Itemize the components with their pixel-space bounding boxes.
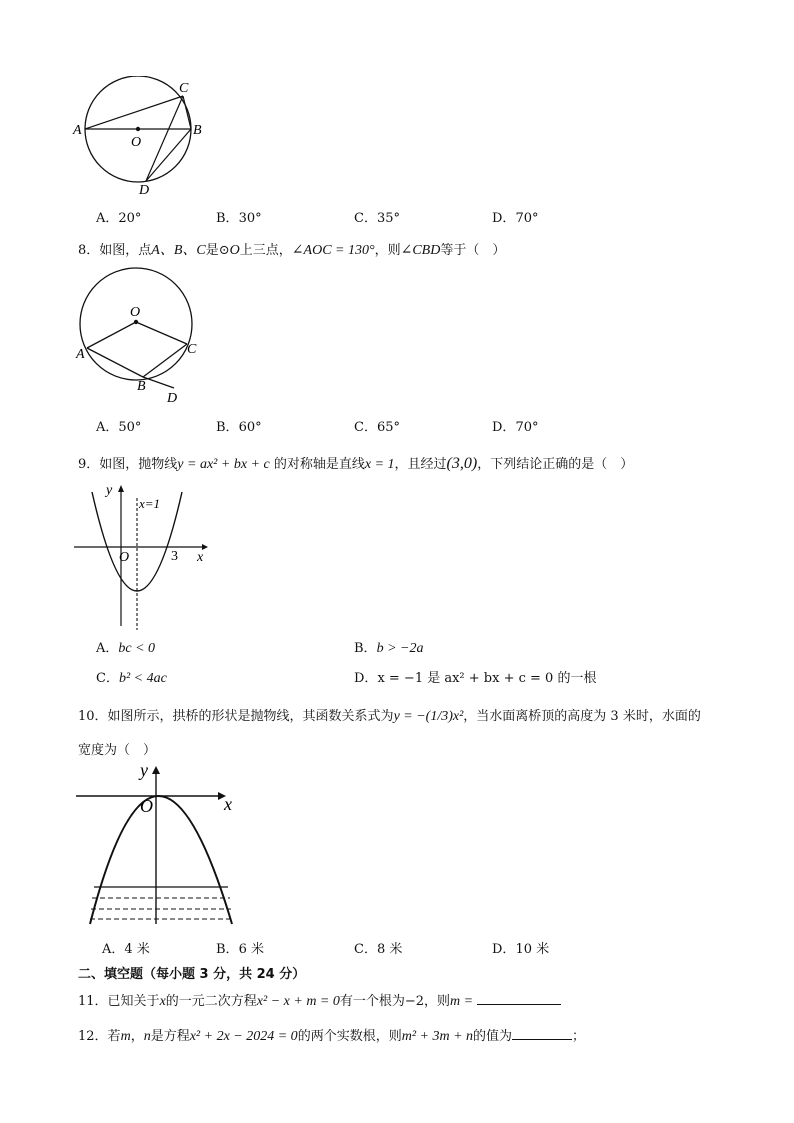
q7-option-b[interactable]: [216, 207, 262, 226]
q8-label-b: B: [137, 379, 146, 394]
q7-segment-cd: [146, 96, 183, 181]
q9-y-axis-arrow: [118, 485, 124, 492]
q8-option-d[interactable]: [492, 416, 538, 435]
q9-parabola-curve: [92, 492, 182, 591]
q8-label-a: A: [76, 347, 85, 362]
q9-option-c[interactable]: [96, 667, 167, 687]
q10-option-d-letter: D．: [492, 942, 516, 957]
q9-option-b-letter: B．: [354, 641, 377, 656]
q9-option-b-text: b > −2a: [376, 641, 424, 656]
q10-y-axis-arrow: [152, 766, 160, 774]
q10-option-a[interactable]: [102, 938, 150, 957]
q8-option-c-text: 65°: [376, 420, 400, 435]
q8-segment-oa: [87, 322, 136, 348]
q7-label-d: D: [139, 183, 150, 198]
q10-arch-curve: [90, 796, 232, 924]
q8-option-a-letter: A．: [96, 420, 119, 435]
q10-stem-line2: 宽度为（ ）: [78, 743, 157, 758]
q8-option-c-letter: C．: [354, 420, 377, 435]
q7-option-c-letter: C．: [354, 211, 377, 226]
q9-option-b[interactable]: [354, 637, 423, 657]
q10-label-x: x: [224, 794, 232, 814]
q10-option-d[interactable]: [492, 938, 549, 957]
q7-option-a-text: 20°: [118, 211, 142, 226]
q7-option-d[interactable]: [492, 207, 538, 226]
q8-circle-figure: [70, 264, 210, 408]
q7-option-b-letter: B．: [216, 211, 239, 226]
q9-option-c-letter: C．: [96, 671, 119, 686]
q12-stem: 12．若m，n是方程x² + 2x − 2024 = 0的两个实数根，则m² + 3m + n的值为 ；: [78, 1029, 586, 1044]
q8-label-d: D: [167, 391, 178, 406]
q8-center-dot: [134, 320, 138, 324]
q8-label-c: C: [187, 342, 197, 357]
q10-option-c[interactable]: [354, 938, 402, 957]
q10-bridge-figure: [74, 758, 250, 928]
q7-circle-figure: [70, 76, 220, 201]
q9-stem: 9．如图，抛物线y = ax² + bx + c 的对称轴是直线x = 1，且经过(3,0)，下列结论正确的是（ ）: [78, 455, 634, 472]
q8-option-c[interactable]: [354, 416, 400, 435]
q10-option-c-text: 8 米: [376, 942, 403, 957]
q11-answer-blank[interactable]: [477, 992, 561, 1005]
q7-option-d-text: 70°: [515, 211, 539, 226]
q11-stem: 11．已知关于x的一元二次方程x² − x + m = 0有一个根为−2，则m =: [78, 990, 561, 1010]
q9-label-y: y: [106, 483, 113, 498]
q7-segment-cb: [183, 96, 191, 129]
q8-option-b[interactable]: [216, 416, 262, 435]
q9-label-three: 3: [171, 549, 178, 564]
q8-option-a-text: 50°: [118, 420, 142, 435]
q9-option-c-text: b² < 4ac: [118, 671, 167, 686]
q8-segment-bd: [143, 377, 174, 388]
q9-label-origin: O: [119, 550, 130, 565]
q10-label-y: y: [140, 760, 148, 780]
q9-label-x: x: [197, 550, 204, 565]
q9-option-d-letter: D．: [354, 671, 378, 686]
q9-option-a[interactable]: [96, 637, 155, 657]
section-title-fill-in: 二、填空题（每小题 3 分，共 24 分）: [78, 967, 306, 982]
q8-stem: 8．如图，点A、B、C是⊙O上三点，∠AOC = 130°，则∠CBD等于（ ）: [78, 243, 506, 258]
q10-option-b-letter: B．: [216, 942, 239, 957]
q8-option-d-letter: D．: [492, 420, 516, 435]
q10-option-b-text: 6 米: [238, 942, 264, 957]
q8-option-b-letter: B．: [216, 420, 239, 435]
q9-option-a-text: bc < 0: [118, 641, 156, 656]
q10-label-origin: O: [140, 796, 153, 816]
q10-option-a-letter: A．: [102, 942, 125, 957]
q10-option-a-text: 4 米: [124, 942, 150, 957]
q8-label-o: O: [130, 305, 141, 320]
q9-parabola-figure: [72, 480, 212, 630]
q12-answer-blank[interactable]: [512, 1027, 572, 1040]
q7-option-b-text: 30°: [238, 211, 262, 226]
q7-option-a-letter: A．: [96, 211, 119, 226]
q9-option-a-letter: A．: [96, 641, 119, 656]
q10-option-b[interactable]: [216, 938, 264, 957]
q7-option-a[interactable]: [96, 207, 141, 226]
q7-center-dot: [136, 127, 140, 131]
q7-label-o: O: [131, 135, 142, 150]
q7-option-c-text: 35°: [376, 211, 400, 226]
q7-label-b: B: [193, 123, 202, 138]
q8-option-d-text: 70°: [515, 420, 539, 435]
q8-option-b-text: 60°: [238, 420, 262, 435]
q9-option-d[interactable]: [354, 667, 596, 686]
q8-segment-oc: [136, 322, 187, 344]
q7-segment-ac: [85, 96, 183, 129]
q7-label-c: C: [179, 81, 189, 96]
q7-option-c[interactable]: [354, 207, 400, 226]
q10-option-d-text: 10 米: [515, 942, 550, 957]
q9-option-d-text: x = −1 是 ax² + bx + c = 0 的一根: [377, 671, 597, 686]
q7-label-a: A: [73, 123, 82, 138]
q10-stem: 10．如图所示，拱桥的形状是抛物线，其函数关系式为y = −(1/3)x²，当水面离桥顶的高度为 3 米时，水面的: [78, 709, 701, 724]
q7-option-d-letter: D．: [492, 211, 516, 226]
q9-label-axis: x=1: [139, 496, 161, 511]
q8-option-a[interactable]: [96, 416, 141, 435]
q10-option-c-letter: C．: [354, 942, 377, 957]
